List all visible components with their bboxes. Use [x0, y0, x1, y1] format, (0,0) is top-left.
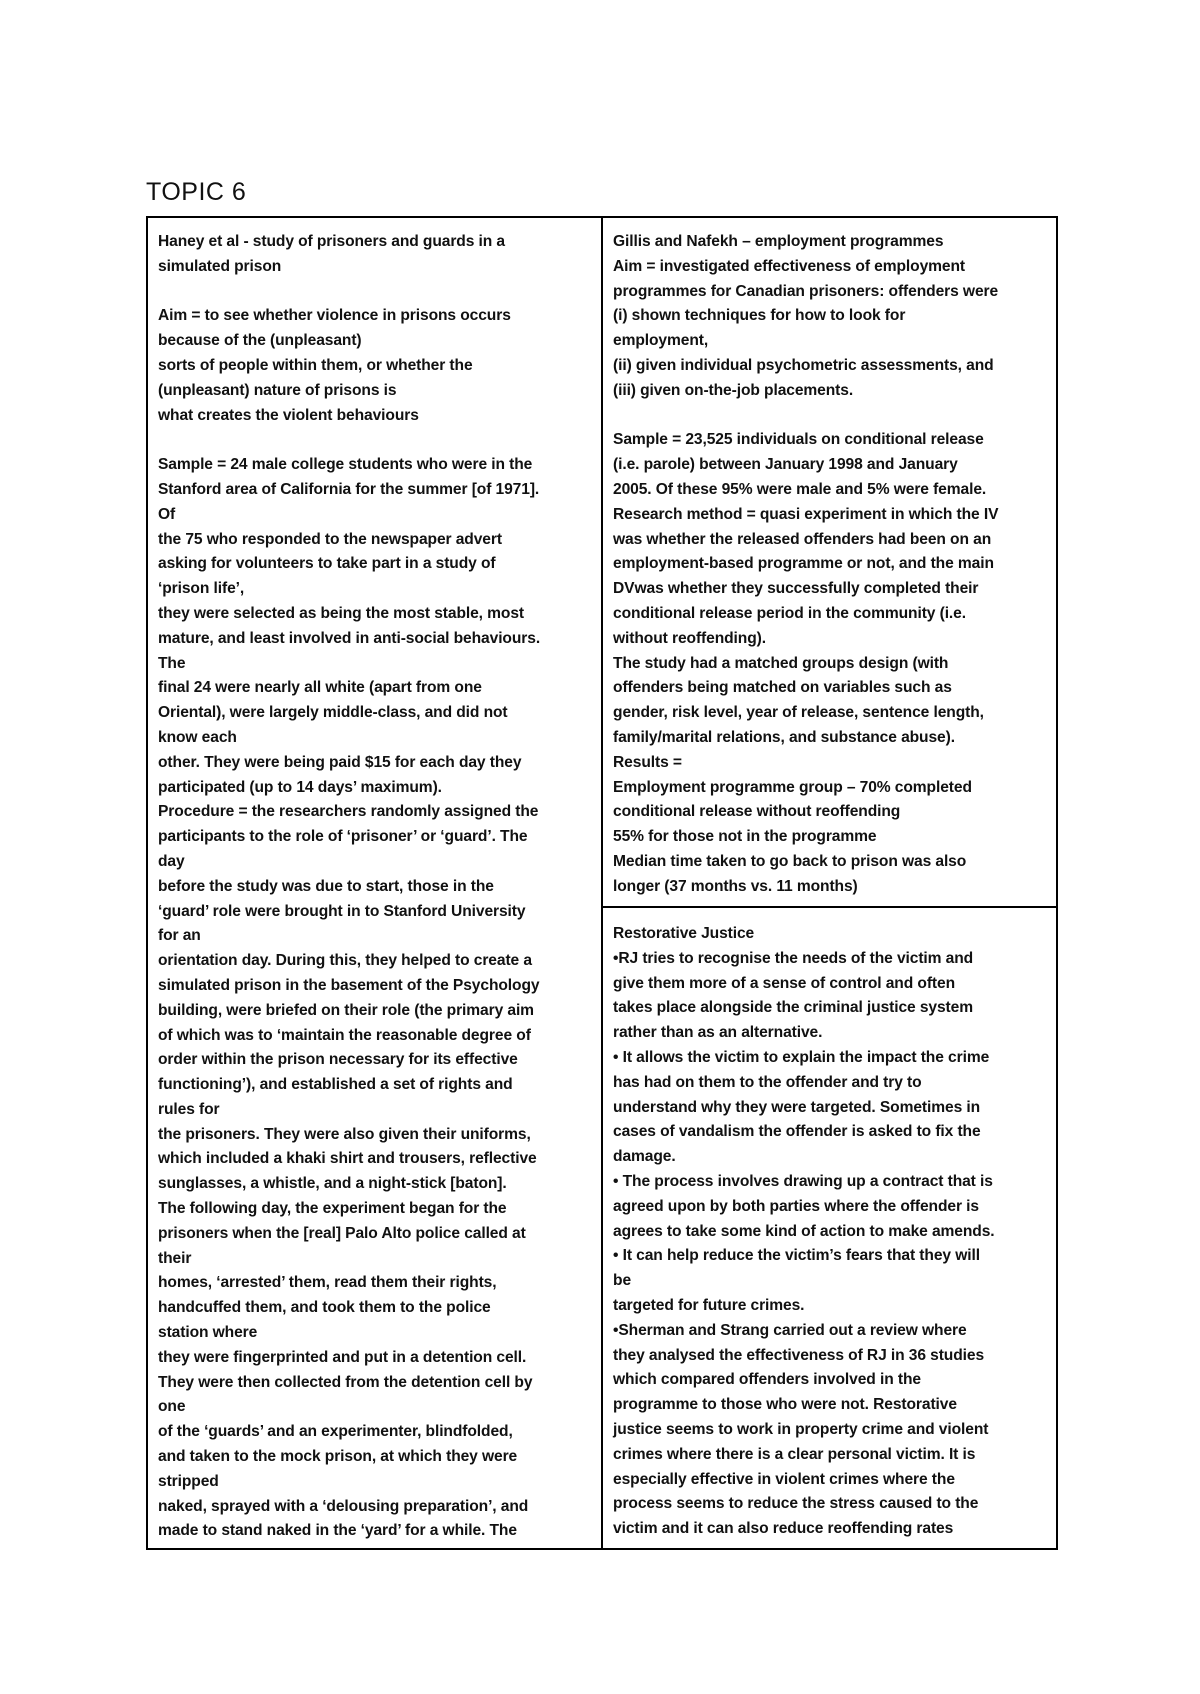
text-line: homes, ‘arrested’ them, read them their rights, — [158, 1274, 497, 1292]
text-line: prisoners when the [real] Palo Alto police called at — [158, 1224, 526, 1242]
text-line: • It can help reduce the victim’s fears that they will — [613, 1247, 980, 1265]
text-line: functioning’), and established a set of rights and — [158, 1076, 513, 1094]
text-line: sunglasses, a whistle, and a night-stick [baton]. — [158, 1175, 507, 1193]
text-line: building, were briefed on their role (the primary aim — [158, 1001, 534, 1019]
text-line: cases of vandalism the offender is asked to fix the — [613, 1123, 981, 1141]
text-line: which compared offenders involved in the — [613, 1371, 921, 1389]
text-line: order within the prison necessary for its effective — [158, 1051, 518, 1069]
text-line: crimes where there is a clear personal victim. It is — [613, 1445, 976, 1463]
text-line: (iii) given on-the-job placements. — [613, 381, 854, 399]
text-line: was whether the released offenders had been on an — [613, 530, 992, 548]
text-line: employment-based programme or not, and the main — [613, 555, 994, 573]
text-line: victim and it can also reduce reoffending rates — [613, 1520, 954, 1538]
text-line: they were fingerprinted and put in a detention cell. — [158, 1348, 527, 1366]
text-line: The — [158, 654, 186, 672]
text-line: give them more of a sense of control and often — [613, 974, 955, 992]
text-line: their — [158, 1249, 192, 1267]
text-line: offenders being matched on variables such as — [613, 679, 952, 697]
text-line: Median time taken to go back to prison was also — [613, 852, 967, 870]
text-line: know each — [158, 728, 237, 746]
text-line: made to stand naked in the ‘yard’ for a while. The — [158, 1522, 517, 1540]
text-line: rather than as an alternative. — [613, 1024, 823, 1042]
text-line: Employment programme group – 70% completed — [613, 778, 972, 796]
text-line: without reoffending). — [613, 629, 766, 647]
text-line: conditional release period in the community (i.e. — [613, 604, 966, 622]
text-line: one — [158, 1398, 186, 1416]
text-line: participated (up to 14 days’ maximum). — [158, 778, 442, 796]
blank-line — [158, 280, 593, 305]
text-line: before the study was due to start, those in the — [158, 877, 494, 895]
text-line: Aim = to see whether violence in prisons occurs — [158, 307, 511, 325]
text-line: of which was to ‘maintain the reasonable degree of — [158, 1026, 531, 1044]
text-line: day — [158, 852, 185, 870]
text-line: especially effective in violent crimes where the — [613, 1470, 955, 1488]
text-line: participants to the role of ‘prisoner’ or ‘guard’. The — [158, 828, 528, 846]
text-line: ‘guard’ role were brought in to Stanford University — [158, 902, 526, 920]
text-line: •RJ tries to recognise the needs of the victim and — [613, 949, 974, 967]
text-line: The following day, the experiment began for the — [158, 1200, 507, 1218]
text-line: Haney et al - study of prisoners and guards in a — [158, 233, 506, 250]
text-line: programme to those who were not. Restorative — [613, 1396, 957, 1414]
text-line: agrees to take some kind of action to make amends. — [613, 1222, 995, 1240]
right-column — [603, 218, 1056, 1548]
text-line: for an — [158, 927, 201, 945]
text-line: asking for volunteers to take part in a study of — [158, 555, 496, 573]
text-line: targeted for future crimes. — [613, 1296, 805, 1314]
text-line: (ii) given individual psychometric assessments, and — [613, 356, 994, 374]
text-line: process seems to reduce the stress caused to the — [613, 1495, 979, 1513]
text-line: agreed upon by both parties where the offender is — [613, 1197, 979, 1215]
text-line: • It allows the victim to explain the impact the crime — [613, 1048, 990, 1066]
text-line: orientation day. During this, they helped to create a — [158, 952, 532, 970]
text-line: The study had a matched groups design (with — [613, 654, 949, 672]
text-line: final 24 were nearly all white (apart from one — [158, 679, 482, 697]
restorative-justice-cell — [603, 908, 1056, 1548]
text-line: • The process involves drawing up a contract that is — [613, 1172, 993, 1190]
text-line: handcuffed them, and took them to the police — [158, 1299, 491, 1317]
text-line: (i.e. parole) between January 1998 and January — [613, 456, 958, 474]
text-line: programmes for Canadian prisoners: offenders were — [613, 282, 999, 300]
text-line: conditional release without reoffending — [613, 803, 901, 821]
text-line: damage. — [613, 1148, 676, 1166]
text-line: justice seems to work in property crime and violent — [613, 1420, 989, 1438]
notes-table — [146, 216, 1058, 1550]
text-line: gender, risk level, year of release, sentence length, — [613, 704, 984, 722]
text-line: what creates the violent behaviours — [158, 406, 419, 424]
text-line: they were selected as being the most stable, most — [158, 604, 525, 622]
text-line: Aim = investigated effectiveness of employment — [613, 257, 966, 275]
text-line: DVwas whether they successfully completed their — [613, 580, 979, 598]
text-line: the 75 who responded to the newspaper advert — [158, 530, 502, 548]
text-line: 2005. Of these 95% were male and 5% were female. — [613, 480, 987, 498]
text-line: rules for — [158, 1100, 220, 1118]
text-line: Procedure = the researchers randomly assigned the — [158, 803, 539, 821]
text-line: other. They were being paid $15 for each day they — [158, 753, 522, 771]
text-line: station where — [158, 1324, 258, 1342]
text-line: because of the (unpleasant) — [158, 332, 362, 350]
text-line: stripped — [158, 1472, 219, 1490]
text-line: and taken to the mock prison, at which they were — [158, 1448, 518, 1466]
text-line: Results = — [613, 753, 682, 771]
text-line: simulated prison — [158, 257, 282, 275]
text-line: Restorative Justice — [613, 925, 755, 942]
text-line: longer (37 months vs. 11 months) — [613, 877, 858, 895]
haney-study-cell — [148, 218, 603, 1548]
text-line: Gillis and Nafekh – employment programmes — [613, 233, 944, 250]
text-line: •Sherman and Strang carried out a review where — [613, 1321, 967, 1339]
text-line: (unpleasant) nature of prisons is — [158, 381, 397, 399]
text-line: Research method = quasi experiment in which the IV — [613, 505, 999, 523]
text-line: which included a khaki shirt and trousers, reflective — [158, 1150, 537, 1168]
text-line: Of — [158, 505, 176, 523]
page-title: TOPIC 6 — [146, 178, 247, 206]
text-line: understand why they were targeted. Sometimes in — [613, 1098, 981, 1116]
text-line: naked, sprayed with a ‘delousing preparation’, and — [158, 1497, 529, 1515]
text-line: they analysed the effectiveness of RJ in 36 studies — [613, 1346, 985, 1364]
text-line: Sample = 24 male college students who were in the — [158, 456, 533, 474]
text-line: the prisoners. They were also given their uniforms, — [158, 1125, 531, 1143]
text-line: takes place alongside the criminal justice system — [613, 999, 973, 1017]
text-line: employment, — [613, 332, 709, 350]
text-line: Sample = 23,525 individuals on conditional release — [613, 431, 984, 449]
text-line: ‘prison life’, — [158, 580, 245, 598]
gillis-nafekh-cell — [603, 218, 1056, 908]
text-line: Stanford area of California for the summer [of 1971]. — [158, 480, 540, 498]
blank-line — [613, 404, 1050, 429]
text-line: 55% for those not in the programme — [613, 828, 877, 846]
text-line: They were then collected from the detention cell by — [158, 1373, 533, 1391]
text-line: simulated prison in the basement of the Psychology — [158, 976, 540, 994]
text-line: mature, and least involved in anti-social behaviours. — [158, 629, 541, 647]
text-line: family/marital relations, and substance abuse). — [613, 728, 955, 746]
text-line: sorts of people within them, or whether the — [158, 356, 473, 374]
text-line: has had on them to the offender and try to — [613, 1073, 922, 1091]
text-line: (i) shown techniques for how to look for — [613, 307, 906, 325]
text-line: of the ‘guards’ and an experimenter, blindfolded, — [158, 1423, 513, 1441]
text-line: be — [613, 1272, 632, 1290]
text-line: Oriental), were largely middle-class, and did not — [158, 704, 508, 722]
blank-line — [158, 428, 593, 453]
